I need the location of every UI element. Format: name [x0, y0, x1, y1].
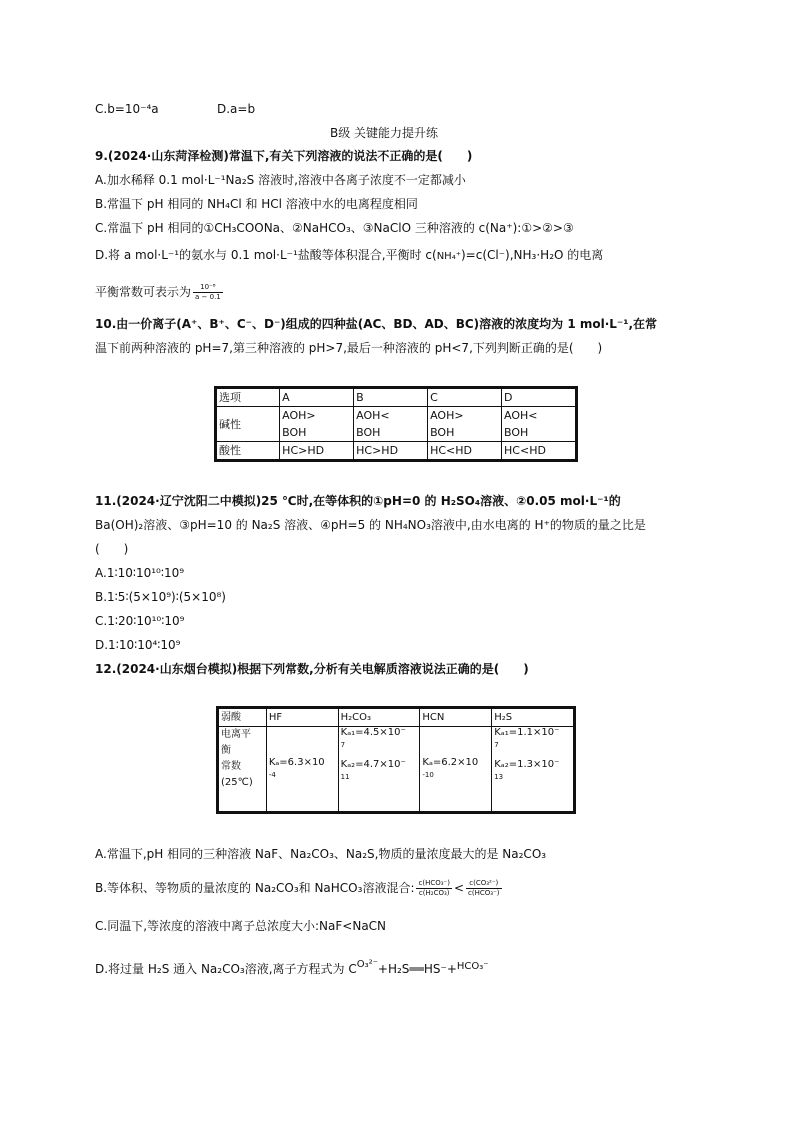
- q12-h2co3-ka2: Kₐ₂=4.7×10⁻: [340, 759, 406, 770]
- table-row: [216, 407, 577, 442]
- q9-stem-text: 9.(2024·山东菏泽检测)常温下,有关下列溶液的说法不正确的是( ): [95, 149, 473, 163]
- q12-b-frac1-num: c(HCO₃⁻): [418, 879, 450, 887]
- table-row: [216, 442, 577, 461]
- q10-header-0: 选项: [216, 388, 280, 407]
- q12-hf-exp: -4: [268, 771, 276, 779]
- q12-header-4: H₂S: [492, 708, 575, 727]
- q10-basic-a-bottom: BOH: [282, 426, 307, 439]
- section-title: B级 关键能力提升练: [330, 126, 439, 140]
- q12-header-1: HF: [266, 708, 338, 727]
- q12-h2co3-ka1-exp: 7: [340, 741, 346, 749]
- q10-basic-d: [502, 407, 577, 442]
- q12-h2s: [492, 727, 575, 813]
- table-row: [218, 727, 575, 813]
- q12-option-d: [95, 957, 489, 977]
- q12-h2co3: [338, 727, 420, 813]
- q9-d-line2: 平衡常数可表示为: [95, 285, 192, 299]
- q11-option-a: A.1∶10∶10¹⁰∶10⁹: [95, 566, 185, 580]
- q12-h2s-ka1: Kₐ₁=1.1×10⁻: [494, 727, 560, 738]
- q10-basic-d-bottom: BOH: [504, 426, 529, 439]
- option-d-prev: D.a=b: [217, 102, 256, 116]
- q12-row-label-3: 常数: [221, 761, 241, 772]
- q10-acid-d: HC<HD: [502, 442, 577, 461]
- q12-row-label-2: 衡: [221, 745, 231, 756]
- q11-line2: Ba(OH)₂溶液、③pH=10 的 Na₂S 溶液、④pH=5 的 NH₄NO₃溶液中,由水电离的 H⁺的物质的量之比是: [95, 518, 646, 532]
- q9-option-d: [95, 247, 603, 265]
- q11-option-b: B.1∶5∶(5×10⁹)∶(5×10⁸): [95, 590, 226, 604]
- q10-line2: 温下前两种溶液的 pH=7,第三种溶液的 pH>7,最后一种溶液的 pH<7,下列判断正确的是( ): [95, 341, 603, 355]
- q12-h2s-ka2: Kₐ₂=1.3×10⁻: [494, 759, 560, 770]
- q12-d-mid: +H₂S══HS⁻+: [377, 962, 457, 976]
- q12-d-ion2: HCO₃⁻: [456, 961, 489, 972]
- q12-h2s-ka1-exp: 7: [494, 741, 499, 749]
- q12-b-frac1: [416, 879, 451, 898]
- table-row: [218, 708, 575, 727]
- q12-row-label-4: (25℃): [221, 777, 253, 788]
- q10-basic-b: [354, 407, 428, 442]
- q9-option-c: C.常温下 pH 相同的①CH₃COONa、②NaHCO₃、③NaClO 三种溶液的 c(Na⁺):①>②>③: [95, 221, 574, 235]
- q12-d-ion1: O₃²⁻: [356, 959, 378, 970]
- q12-hcn-main: Kₐ=6.2×10: [422, 757, 479, 768]
- q12-b-lt: <: [453, 881, 465, 895]
- q12-b-frac2-num: c(CO₃²⁻): [466, 879, 501, 889]
- q10-header-1: A: [280, 388, 354, 407]
- q10-basic-a: [280, 407, 354, 442]
- q12-hcn-exp: -10: [422, 771, 434, 779]
- option-c-prev: C.b=10⁻⁴a: [95, 102, 159, 116]
- q9-d-fraction: [193, 283, 223, 302]
- q12-header-3: HCN: [420, 708, 492, 727]
- q12-stem: [95, 661, 529, 677]
- q9-option-b: B.常温下 pH 相同的 NH₄Cl 和 HCl 溶液中水的电离程度相同: [95, 197, 418, 211]
- q9-option-d-line2: [95, 282, 225, 302]
- q12-option-b: [95, 878, 504, 898]
- q10-header-4: D: [502, 388, 577, 407]
- q9-stem: [95, 148, 472, 164]
- q9-option-a: A.加水稀释 0.1 mol·L⁻¹Na₂S 溶液时,溶液中各离子浓度不一定都减小: [95, 173, 466, 187]
- q9-d-frac-num: 10⁻⁸: [193, 283, 223, 293]
- q12-b-frac2-den: c(HCO₃⁻): [468, 889, 500, 897]
- q9-d-post: )=c(Cl⁻),NH₃·H₂O 的电离: [460, 248, 604, 262]
- table-row: [216, 388, 577, 407]
- q10-basic-c-top: AOH>: [430, 409, 464, 422]
- q12-stem-text: 12.(2024·山东烟台模拟)根据下列常数,分析有关电解质溶液说法正确的是( ): [95, 662, 529, 676]
- q11-text: 11.(2024·辽宁沈阳二中模拟)25 ℃时,在等体积的①pH=0 的 H₂SO₄溶液、②0.05 mol·L⁻¹的: [95, 494, 621, 508]
- q9-d-ion: NH₄⁺: [436, 251, 461, 262]
- q12-b-pre: B.等体积、等物质的量浓度的 Na₂CO₃和 NaHCO₃溶液混合:: [95, 881, 415, 895]
- q10-basic-b-top: AOH<: [356, 409, 390, 422]
- q12-hcn: [420, 727, 492, 813]
- q12-h2s-ka2-exp: 13: [494, 773, 504, 781]
- q9-d-pre: D.将 a mol·L⁻¹的氨水与 0.1 mol·L⁻¹盐酸等体积混合,平衡时 c(: [95, 248, 437, 262]
- q12-row-label-1: 电离平: [221, 729, 251, 740]
- q10-acid-label: 酸性: [216, 442, 280, 461]
- q12-h2co3-ka1: Kₐ₁=4.5×10⁻: [340, 727, 406, 738]
- q10-basic-c: [428, 407, 502, 442]
- q10-basic-b-bottom: BOH: [356, 426, 381, 439]
- q12-hf: [266, 727, 338, 813]
- q10-acid-a: HC>HD: [280, 442, 354, 461]
- q10-line1: [95, 316, 657, 332]
- q12-d-pre: D.将过量 H₂S 通入 Na₂CO₃溶液,离子方程式为 C: [95, 962, 357, 976]
- q12-hf-main: Kₐ=6.3×10: [268, 757, 325, 768]
- q12-header-0: 弱酸: [218, 708, 267, 727]
- q10-basic-label: 碱性: [216, 407, 280, 442]
- q11-option-c: C.1∶20∶10¹⁰∶10⁹: [95, 614, 185, 628]
- q10-table: [214, 386, 578, 462]
- q12-b-frac2: [466, 879, 501, 898]
- q12-b-frac1-den: c(H₂CO₃): [418, 889, 450, 897]
- q12-row-label: [218, 727, 267, 813]
- q10-basic-c-bottom: BOH: [430, 426, 455, 439]
- q12-h2co3-ka2-exp: 11: [340, 773, 350, 781]
- q10-header-3: C: [428, 388, 502, 407]
- q9-d-frac-den: a − 0.1: [195, 293, 221, 301]
- q10-acid-c: HC<HD: [428, 442, 502, 461]
- q12-option-a: A.常温下,pH 相同的三种溶液 NaF、Na₂CO₃、Na₂S,物质的量浓度最大的是 Na₂CO₃: [95, 847, 547, 861]
- q11-line1: [95, 493, 621, 509]
- q10-acid-b: HC>HD: [354, 442, 428, 461]
- q11-option-d: D.1∶10∶10⁴∶10⁹: [95, 638, 181, 652]
- q10-header-2: B: [354, 388, 428, 407]
- q11-line3: ( ): [95, 542, 129, 556]
- q12-option-c: C.同温下,等浓度的溶液中离子总浓度大小:NaF<NaCN: [95, 919, 387, 933]
- q12-header-2: H₂CO₃: [338, 708, 420, 727]
- q10-basic-a-top: AOH>: [282, 409, 316, 422]
- q12-table: [216, 706, 576, 814]
- q10-number: 10.由一价离子(A⁺、B⁺、C⁻、D⁻)组成的四种盐(AC、BD、AD、BC)溶液的浓度均为 1 mol·L⁻¹,在常: [95, 317, 658, 331]
- q10-basic-d-top: AOH<: [504, 409, 538, 422]
